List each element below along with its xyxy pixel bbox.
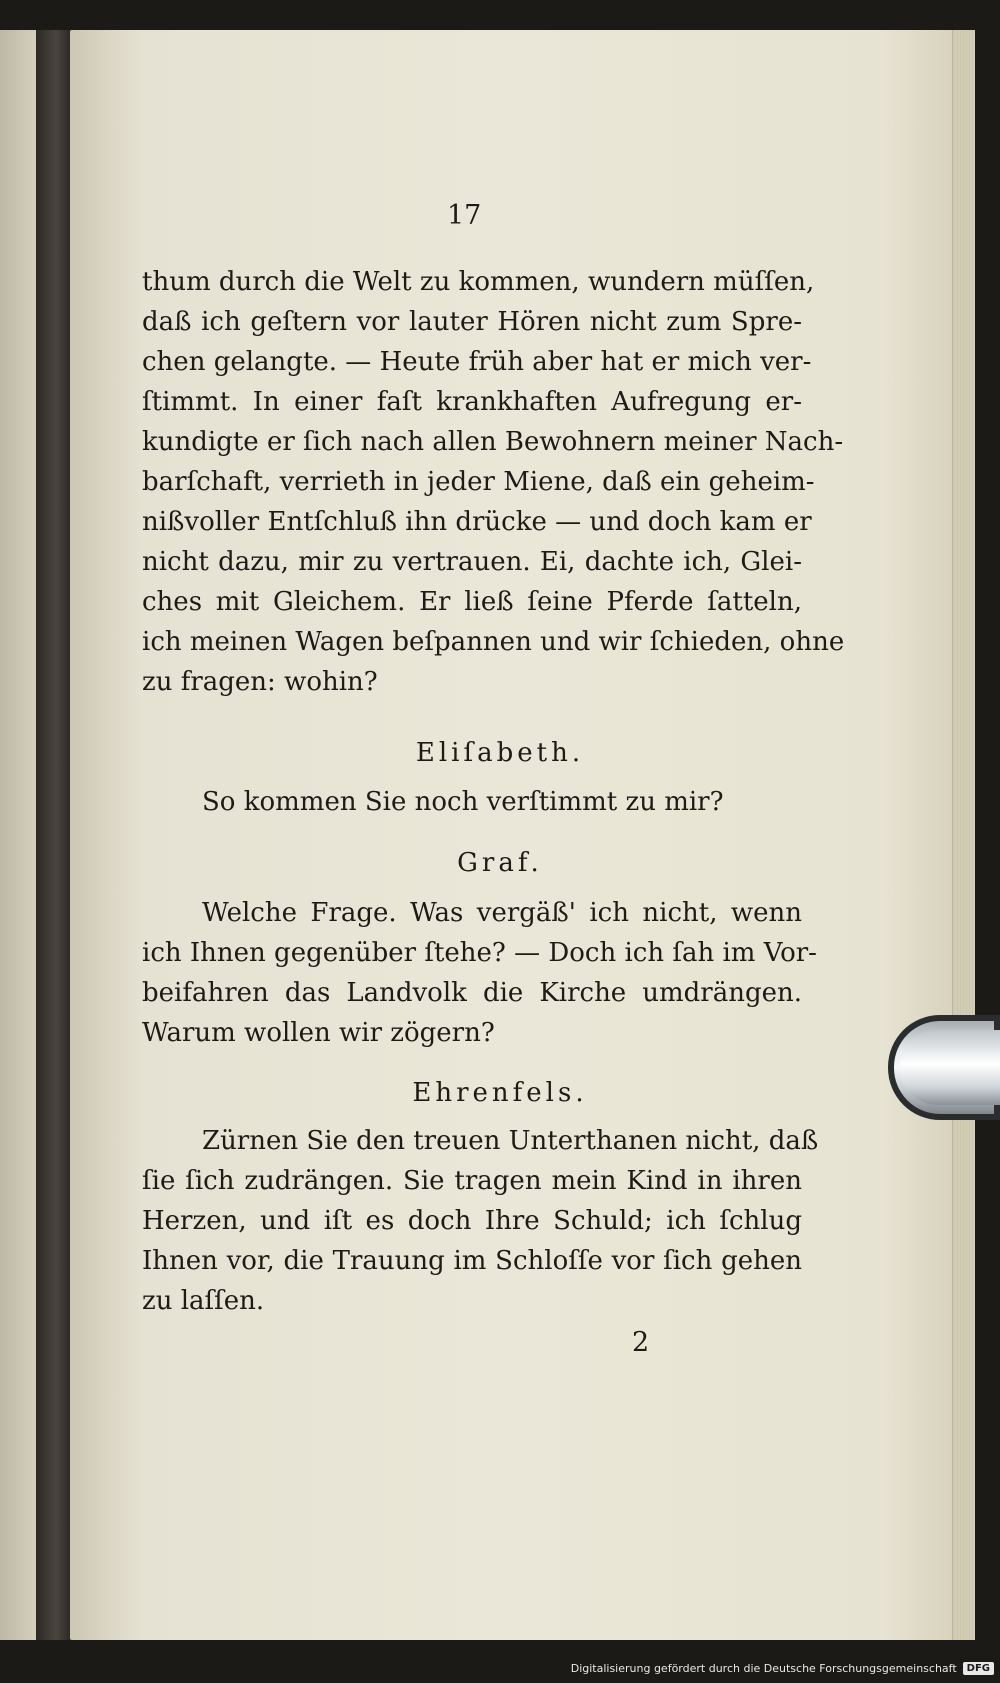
text-line: kundigte er ſich nach allen Bewohnern meiner Nach- — [142, 427, 844, 457]
text-line: daß ich geſtern vor lauter Hören nicht zum Spre- — [142, 307, 802, 337]
text-line: ſtimmt. In einer faſt krankhaften Aufregung er- — [142, 387, 802, 417]
text-line: Herzen, und iſt es doch Ihre Schuld; ich ſchlug — [142, 1206, 802, 1236]
text-line: zu laſſen. — [142, 1286, 265, 1316]
speaker-name: Graf. — [457, 848, 543, 878]
text-line: chen gelangte. — Heute früh aber hat er mich ver- — [142, 347, 812, 377]
text-line: thum durch die Welt zu kommen, wundern müſſen, — [142, 267, 815, 297]
text-line: Ihnen vor, die Trauung im Schloſſe vor ſich gehen — [142, 1246, 802, 1276]
text-line: nißvoller Entſchluß ihn drücke — und doch kam er — [142, 507, 812, 537]
text-line: nicht dazu, mir zu vertrauen. Ei, dachte ich, Glei- — [142, 547, 802, 577]
text-line: ſie ſich zudrängen. Sie tragen mein Kind in ihren — [142, 1166, 802, 1196]
digitization-footer — [571, 1657, 994, 1679]
text-line: beifahren das Landvolk die Kirche umdrängen. — [142, 978, 802, 1008]
signature-mark: 2 — [632, 1327, 650, 1358]
text-line: zu fragen: wohin? — [142, 667, 378, 697]
page-number: 17 — [447, 200, 482, 231]
text-line: ches mit Gleichem. Er ließ ſeine Pferde ſatteln, — [142, 587, 802, 617]
speaker-name: Ehrenfels. — [412, 1078, 588, 1108]
text-line: ich meinen Wagen beſpannen und wir ſchieden, ohne — [142, 627, 845, 657]
footer-text: Digitalisierung gefördert durch die Deutsche Forschungsgemeinschaft — [570, 1661, 957, 1675]
page-stack-edge — [952, 30, 975, 1640]
text-line: barſchaft, verrieth in jeder Miene, daß ein geheim- — [142, 467, 815, 497]
text-line: Warum wollen wir zögern? — [142, 1018, 495, 1048]
text-line: ich Ihnen gegenüber ſtehe? — Doch ich ſah im Vor- — [142, 938, 817, 968]
text-line: Welche Frage. Was vergäß' ich nicht, wenn — [202, 898, 802, 928]
page-clip-highlight — [900, 1030, 1000, 1105]
speaker-name: Eliſabeth. — [415, 738, 585, 768]
text-line: Zürnen Sie den treuen Unterthanen nicht, daß — [202, 1126, 819, 1156]
dfg-logo: DFG — [963, 1662, 994, 1675]
text-line: So kommen Sie noch verſtimmt zu mir? — [202, 787, 724, 817]
